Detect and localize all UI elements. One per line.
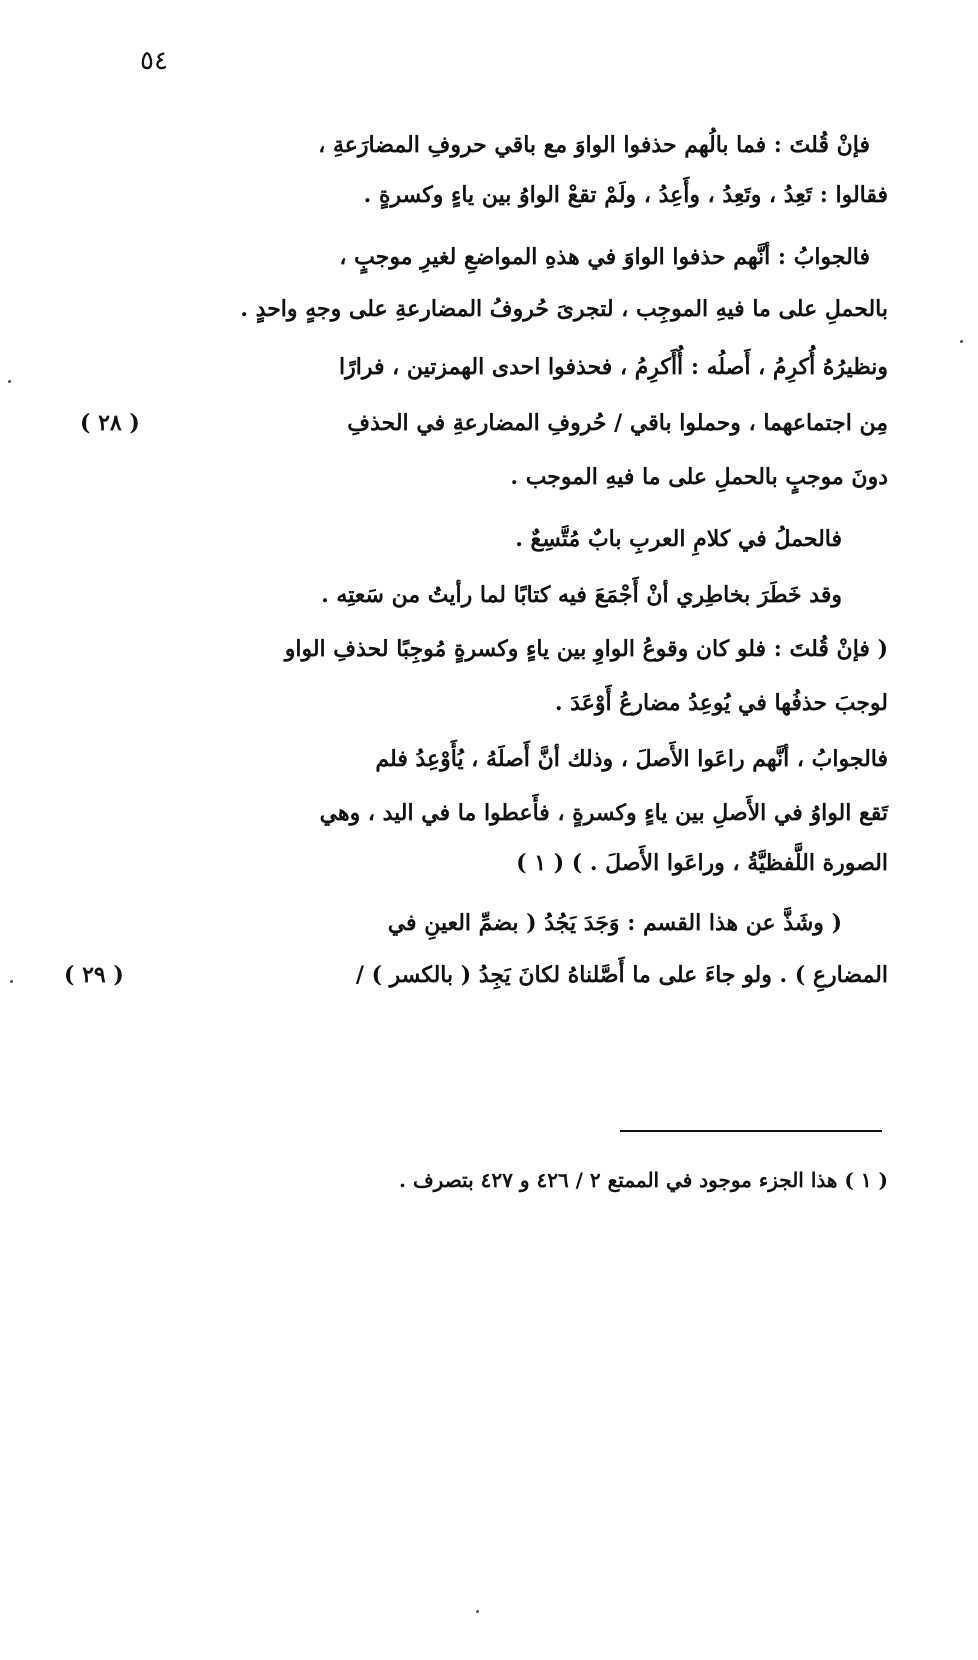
text-line-13: تَقع الواوُ في الأَصلِ بين ياءٍ وكسرةٍ ، فأَعطوا ما في اليد ، وهي [319,800,888,826]
footnote: ( ١ ) هذا الجزء موجود في الممتع ٢ / ٤٢٦ و ٤٢٧ بتصرف . [399,1168,888,1192]
scan-speck [8,380,11,383]
text-line-4: بالحملِ على ما فيهِ الموجِب ، لتجرىَ حُروفُ المضارعةِ على وجهٍ واحدٍ . [240,296,888,322]
text-line-15: ( وشَذَّ عن هذا القسم : وَجَدَ يَجُدُ ( بضمِّ العينِ في [387,910,842,936]
text-line-6: مِن اجتماعهما ، وحملوا باقي / حُروفِ المضارعةِ في الحذفِ [347,410,888,436]
scan-speck [10,980,13,983]
text-line-10: ( فإنْ قُلتَ : فلو كان وقوعُ الواوِ بين ياءٍ وكسرةٍ مُوجِبًا لحذفِ الواو [284,636,888,662]
text-line-8: فالحملُ في كلامِ العربِ بابٌ مُتَّسِعٌ . [515,526,842,552]
margin-ref-28: ( ٢٨ ) [80,410,140,436]
text-line-5: ونظيرُهُ أُكرِمُ ، أَصلُه : أُأَكرِمُ ، فحذفوا احدى الهمزتين ، فرارًا [338,354,888,380]
margin-ref-29: ( ٢٩ ) [64,962,124,988]
footnote-separator [620,1130,882,1132]
page-number: ٥٤ [140,46,168,76]
text-line-9: وقد خَطَرَ بخاطِري أنْ أَجْمَعَ فيه كتابًا لما رأيتُ من سَعتِه . [321,582,842,608]
text-line-3: فالجوابُ : أنَّهم حذفوا الواوَ في هذهِ المواضعِ لغيرِ موجبٍ ، [339,244,870,270]
text-line-16: المضارعِ ) . ولو جاءَ على ما أَصَّلناهُ لكانَ يَجِدُ ( بالكسر ) / [355,962,888,988]
text-line-14: الصورة اللَّفظيَّةُ ، وراعَوا الأَصلَ . ) ( ١ ) [516,850,888,876]
text-line-7: دونَ موجبٍ بالحملِ على ما فيهِ الموجب . [510,464,888,490]
text-line-11: لوجبَ حذفُها في يُوعِدُ مضارعُ أَوْعَدَ . [554,690,888,716]
text-line-1: فإنْ قُلتَ : فما بالُهم حذفوا الواوَ مع باقي حروفِ المضارَعةِ ، [318,132,870,158]
scan-speck [476,1610,479,1613]
scan-speck [960,340,963,343]
text-line-12: فالجوابُ ، أنَّهم راعَوا الأَصلَ ، وذلك أنَّ أَصلَهُ ، يُأَوْعِدُ فلم [375,746,888,772]
text-line-2: فقالوا : تَعِدُ ، وتَعِدُ ، وأَعِدُ ، ولَمْ تقعْ الواوُ بين ياءٍ وكسرةٍ . [363,182,888,208]
